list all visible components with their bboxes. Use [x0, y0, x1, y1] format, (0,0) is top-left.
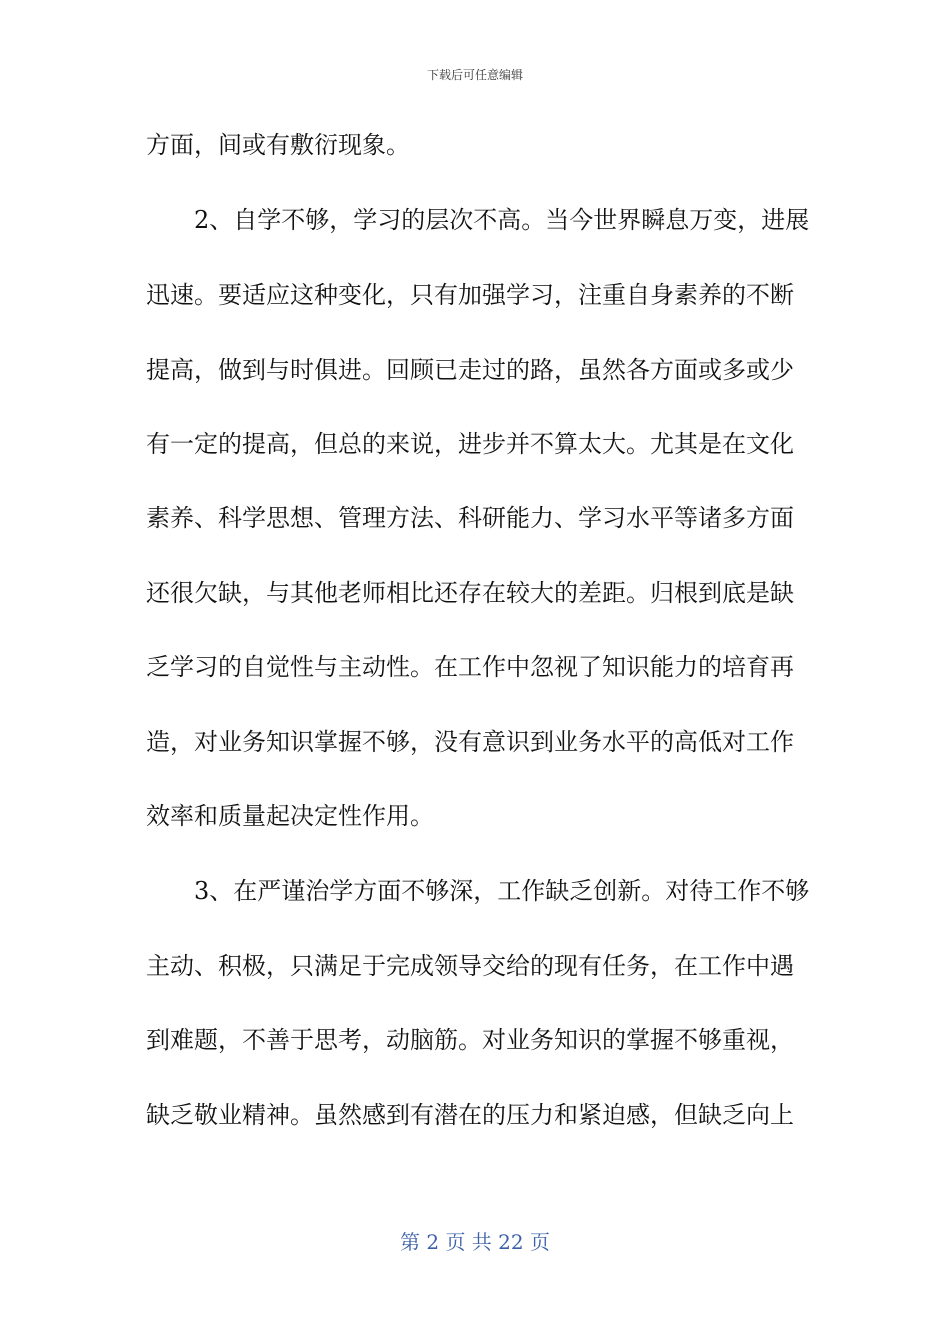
body-line: 造，对业务知识掌握不够，没有意识到业务水平的高低对工作	[146, 728, 794, 756]
page-header-note: 下载后可任意编辑	[426, 68, 523, 82]
body-line: 方面，间或有敷衍现象。	[146, 131, 410, 159]
body-line: 2、自学不够，学习的层次不高。当今世界瞬息万变，进展	[194, 206, 810, 234]
body-line: 迅速。要适应这种变化，只有加强学习，注重自身素养的不断	[146, 281, 794, 309]
body-line: 有一定的提高，但总的来说，进步并不算太大。尤其是在文化	[146, 430, 794, 458]
body-line: 3、在严谨治学方面不够深，工作缺乏创新。对待工作不够	[194, 877, 810, 905]
body-line: 素养、科学思想、管理方法、科研能力、学习水平等诸多方面	[146, 504, 794, 532]
body-line: 主动、积极，只满足于完成领导交给的现有任务，在工作中遇	[146, 952, 794, 980]
page-number-footer	[0, 1226, 950, 1255]
body-line: 效率和质量起决定性作用。	[146, 802, 434, 830]
body-line: 缺乏敬业精神。虽然感到有潜在的压力和紧迫感，但缺乏向上	[146, 1101, 794, 1129]
body-line: 提高，做到与时俱进。回顾已走过的路，虽然各方面或多或少	[146, 356, 794, 384]
body-line: 乏学习的自觉性与主动性。在工作中忽视了知识能力的培育再	[146, 653, 794, 681]
body-line: 到难题，不善于思考，动脑筋。对业务知识的掌握不够重视，	[146, 1026, 794, 1054]
body-line: 还很欠缺，与其他老师相比还存在较大的差距。归根到底是缺	[146, 579, 794, 607]
page-number-label: 第 2 页 共 22 页	[400, 1230, 550, 1254]
